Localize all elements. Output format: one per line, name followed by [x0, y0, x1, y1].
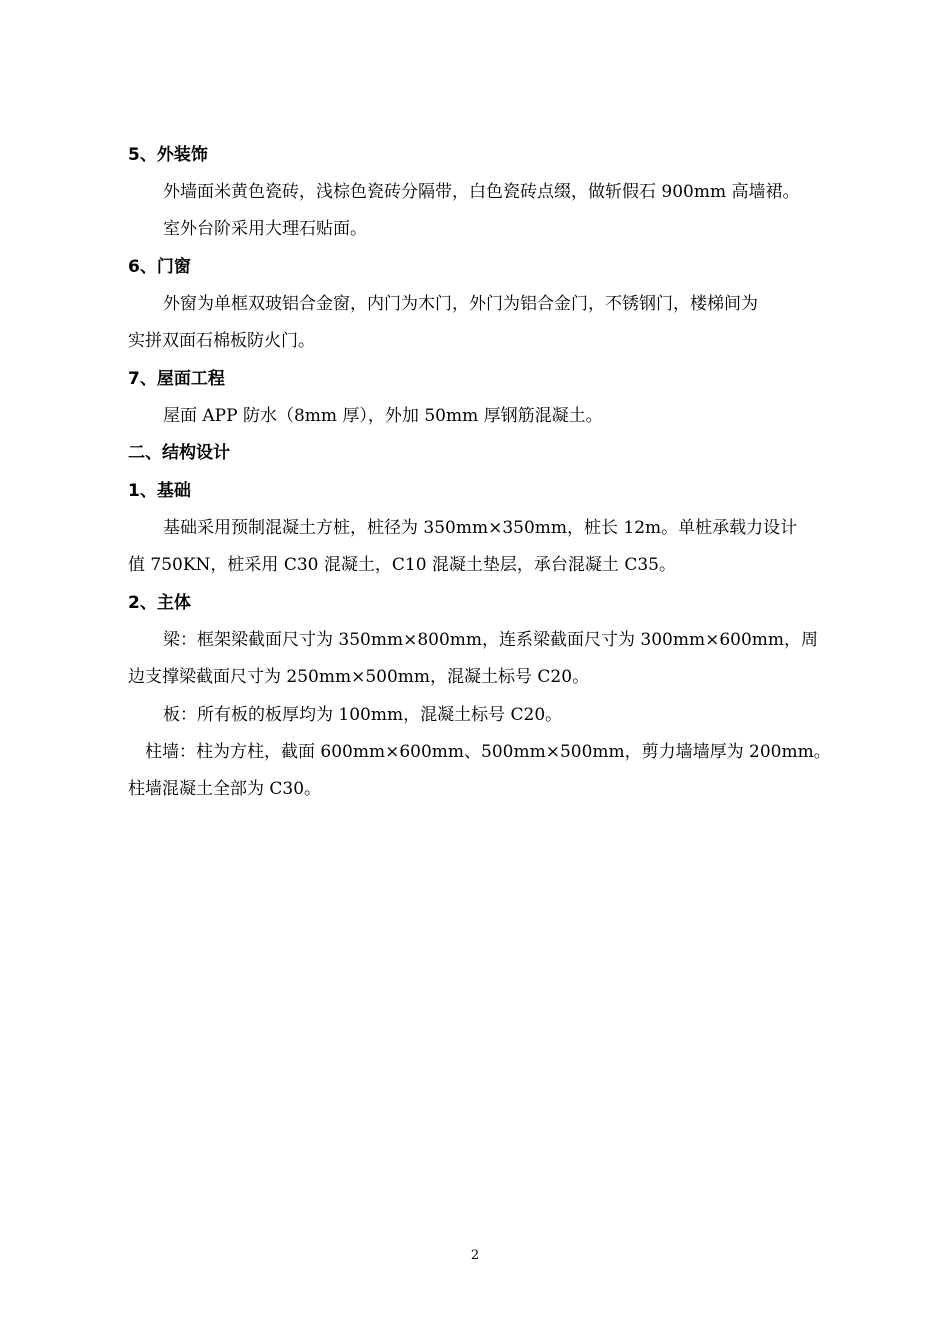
section-heading-roofing: 7、屋面工程 [128, 369, 225, 389]
paragraph-line: 基础采用预制混凝土方桩，桩径为 350mm×350mm，桩长 12m。单桩承载力设计 [163, 518, 798, 538]
paragraph-line: 边支撑梁截面尺寸为 250mm×500mm，混凝土标号 C20。 [128, 667, 590, 687]
section-heading-exterior-finish: 5、外装饰 [128, 145, 208, 165]
chapter-heading-structural-design: 二、结构设计 [128, 443, 230, 463]
paragraph-line: 实拼双面石棉板防火门。 [128, 331, 315, 351]
paragraph-line: 外墙面米黄色瓷砖，浅棕色瓷砖分隔带，白色瓷砖点缀，做斩假石 900mm 高墙裙。 [163, 182, 800, 202]
paragraph-line: 梁：框架梁截面尺寸为 350mm×800mm，连系梁截面尺寸为 300mm×600mm，周 [163, 630, 819, 650]
paragraph-line: 外窗为单框双玻铝合金窗，内门为木门，外门为铝合金门，不锈钢门，楼梯间为 [163, 294, 758, 314]
section-heading-foundation: 1、基础 [128, 481, 191, 501]
page-number: 2 [470, 1248, 480, 1263]
paragraph-line: 值 750KN，桩采用 C30 混凝土，C10 混凝土垫层，承台混凝土 C35。 [128, 555, 676, 575]
paragraph-line: 室外台阶采用大理石贴面。 [163, 219, 367, 239]
paragraph-line: 板：所有板的板厚均为 100mm，混凝土标号 C20。 [163, 705, 563, 725]
section-heading-main-structure: 2、主体 [128, 593, 191, 613]
paragraph-line: 柱墙：柱为方柱，截面 600mm×600mm、500mm×500mm，剪力墙墙厚为 200mm。 [145, 742, 831, 762]
section-heading-doors-windows: 6、门窗 [128, 257, 191, 277]
paragraph-line: 柱墙混凝土全部为 C30。 [128, 779, 322, 799]
paragraph-line: 屋面 APP 防水（8mm 厚），外加 50mm 厚钢筋混凝土。 [163, 406, 603, 426]
